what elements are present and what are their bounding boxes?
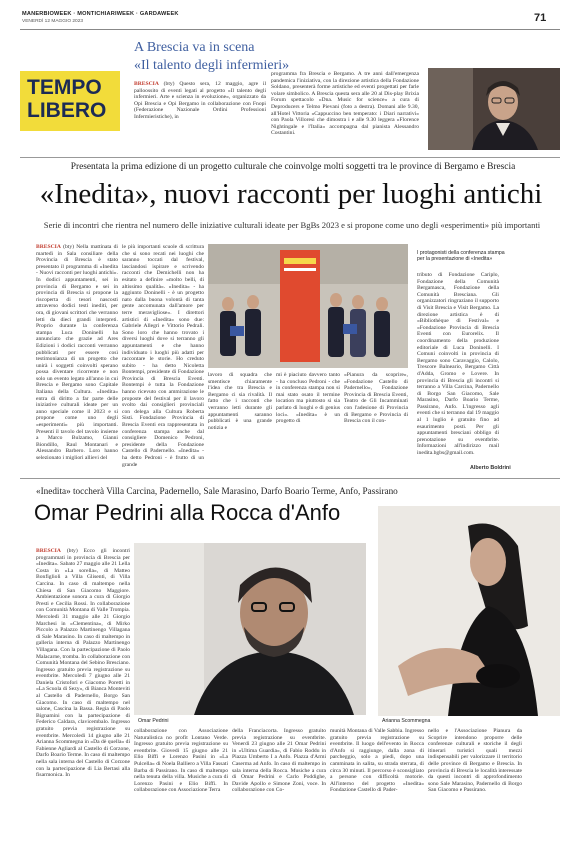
main-story-place: BRESCIA: [36, 244, 61, 250]
main-story-col6: tributo di Fondazione Cariplo, Fondazione della Comunità Bergamasca, Fondazione della Comunità Bresciana. Gli organizzatori ringraziano il supporto di Visit Brescia e Visit Bergamo. La direzione artistica è di «Bibliothèque di Festival» e «Fondazione Provincia di Brescia Eventi con Eurorelix. Il coordinamento della produzione editoriale di Luca Doninelli. I Comuni coinvolti in provincia di Bergamo sono Caravaggio, Calolo, Trescore Balneario, Bergamo Città d'Adda, Gromo e Lovere. In provincia di Brescia gli incontri si terranno a Villa Carcina, Padernello di Borgo San Giacomo, Sale Marasino, Darfo Boario Terme, Passirano, Anfo. L'ingresso agli eventi che si terranno dal 19 maggio al 1 luglio è gratuito fino ad esaurimento posti. Per gli appuntamenti bresciani obbligo di prenotazione su eventbrite. Informazioni all'indirizzo mail inedita.bgbs@gmail.com.: [417, 272, 499, 457]
second-story-col4: munità Montana di Valle Sabbia. Ingresso gratuito previa registrazione su eventbrite. Il luogo dell'evento in Rocca d'Anfo si raggiunge, dalla zona di parcheggio, solo a piedi, dopo una camminata in salita, su strada sterrata, di circa 30 minuti. Il percorso è sconsigliato a persone con difficoltà motorie. All'interno del progetto «Inedita» Fondazione Castello di Pader-: [330, 728, 424, 794]
section-title-line1: TEMPO: [27, 76, 102, 99]
main-story-col3: lavoro di squadra che smentisce chiaramente l'idea che tra Brescia e Bergamo ci sia rivalità. Il fatto che i racconti che verranno letti durante gli appuntamenti saranno pubblicati è una grande notizia e: [208, 372, 272, 431]
issue-date: VENERDÌ 12 MAGGIO 2023: [22, 19, 84, 24]
top-story-kicker: A Brescia va in scena: [134, 40, 255, 55]
mastheads: MANERBIOWEEK · MONTICHIARIWEEK · GARDAWEEK: [22, 11, 179, 17]
page-number: 71: [534, 12, 547, 24]
main-story-headline: «Inedita», nuovi racconti per luoghi antichi: [39, 178, 543, 210]
top-story-rule: [20, 157, 560, 158]
top-story-place: BRESCIA: [134, 81, 159, 87]
second-story-headline: Omar Pedrini alla Rocca d'Anfo: [34, 500, 341, 525]
top-story-body1: (bty) Questo sera, 12 maggio, agre il palloossito di eventi legati al progetto «Il talento degli infermieri. Arte e scienza in evoluzione», organizzato da Opi Brescia e Opi Bergamo in collaborazione con Fnopi (Federazione Nazionale Ordini Professioni Infermieristiche), in: [134, 81, 266, 120]
scommegna-illustration: [378, 506, 560, 716]
main-story-col2: le più importanti scuole di scrittura che si sono recati nei luoghi che saranno toccati dal festival, lasciandosi ispirare e scrivendo racconti che Demichelli non ha esitato a definire «molto belli, di altissimo qualità». «Inedita» - ha aggiunto Doninelli - è un progetto nato dalla buona volontà di tanta gente accomunata dall'amore per terre meravigliose». I direttori artistici di «Inedita» sono due: Gabriele Allegri e Vittorio Pedrali. Sono loro che hanno trovato i diversi luoghi dove si terranno gli appuntamenti e che hanno individuato i luoghi più adatti per raccontare le storie. Ho creduto subito - ha detto Nicoletta Bontempi, presidente di Fondazione Provincia di Brescia Eventi. Bontempi è tutta la Fondazione hanno ricevuto con ammirazione le proposte del festival per il lavoro svolto dai consiglieri provinciali con delega alla Cultura Roberta Sisti. Fondazione Provincia di Brescia Eventi era rappresentata in conferenza stampa anche dal consigliere Domenico Pedroni, presidente della Fondazione Castello di Padernello. «Inedita» - ha detto Pedroni - è frutto di un grande: [122, 244, 204, 468]
group-photo-conference: [208, 244, 408, 368]
second-story-col5: nello e l'Associazione Pianura da Scoprire intendono proporre delle conferenze culturali e storiche il degli itinerari turistici quali mezzi indispensabili per valorizzare il territorio delle province di Bergamo e Brescia. In provincia di Brescia le località interessate da questi incontri di approfondimento sono Sale Marasino, Padernello di Borgo San Giacomo e Passirano.: [428, 728, 522, 794]
portrait-photo-pievani: [428, 68, 560, 150]
main-story-byline: Alberto Boldrini: [470, 465, 511, 471]
second-story-col2: collaborazione con Associazione Naturalistica no profit Lontano Verde. Ingresso gratuito previa registrazione su eventbrite. Giovedì 15 giugno alle 21 Elio Biffi e Lorenzo Pasini in «La Pulcella» di Noela Balliero a Villa Fassati Barba di Passirano. In caso di maltempo nella tenuta della villa. Musiche a cura di Lorenzo Pasini e Elio Biffi. In collaborazione con Associazione Terra: [134, 728, 228, 794]
main-story-photo-caption: I protagonisti della conferenza stampa per la presentazione di «Inedita»: [417, 250, 505, 263]
main-story-col5: «Pianura da scoprire», «Fondazione Castello di Padernello», Fondazione Provincia di Brescia Eventi, Teatro de Gli Incamminati con l'adesione di Provincia di Bergamo e Provincia di Brescia con il con-: [344, 372, 408, 425]
main-story-col4: mi è piaciuto davvero tanto - ha concluso Pedroni - che in conferenza stampa non si mai stato osato il termine location ma piuttosto si sia parlato di luoghi e di genius loci». «Inedita» è un progetto di: [276, 372, 340, 425]
second-story-col3: della Franciacorta. Ingresso gratuito previa registrazione su eventbrite. Venerdì 23 giugno alle 21 Omar Pedrini in «Ultima Guardia», di Fabio Roddu in Piazza Umberto I a Anfo. Piazza d'Armi Caserma ad Anfo. In caso di maltempo in sala interna della Rocca. Musiche a cura di Omar Pedrini e Carlo Poddighe, Davide Apollo e Simone Zoni, voce. In collaborazione con Co-: [232, 728, 326, 794]
main-story-rule: [20, 478, 560, 479]
main-story-col1: [36, 244, 118, 472]
portrait-photo-scommegna: [378, 506, 560, 716]
second-story-body1: (bty) Ecco gli incontri programmati in provincia di Brescia per «Inedita». Sabato 27 maggio alle 21 Lella Costa in «La sorella», di Matteo Bonfiglioli a Villa Glisenti, di Villa Carcina. In caso di maltempo nella Chiesa di San Giacomo Maggiore. Ambientazione sonora a cura di Giorgio Presti e Cecilia Rossi. In collaborazione con Comunità Montana di Valle Trompia. Mercoledì 31 maggio alle 21 Giorgio Marchesi in «Clementina», di Mirko Piccolo a Palazzo Martinengo Villagana di Sale Marasino. In caso di maltempo in galleria interna di Palazzo Martinengo Villagana. Con la partecipazione di Paolo Malacarne, tromba. In collaborazione con Comunità Montana del Sebino Bresciano. Ingresso gratuito previa registrazione su eventbrite. Mercoledì 7 giugno alle 21 Daniela Cristofori e Giacomo Poretti in «La Scuola di Sezy», di Bianca Monteviti al Castello di Padernello, Borgo San Giacomo. In caso di maltempo nel salone, Cascina la Bassa. Regia di Paolo Bignamini con la partecipazione di Federico Caldara, clavicembalo. Ingresso gratuito previa registrazione su eventbrite. Mercoledì 14 giugno alle 21 Arianna Scommegna in «Da dè quella» di Fabienne Agliardi al Castello di Corzone, Darfo Boario Terme. In caso di maltempo nella sala interna del Castello di Corzone con la partecipazione di Lia Bertasi alla fisarmonica. In: [36, 548, 130, 779]
header-rule: [20, 29, 560, 30]
main-story-body1: (bty) Nella mattinata di martedì in Sala consiliare della Provincia di Brescia è stato presentato il programma di «Inedita - Nuovi racconti per luoghi antichi». In dodici appuntamenti, sei in provincia di Bergamo e sei in provincia di Brescia si propone la riscoperta di tesori nascosti attraverso dodici testi inediti, per ora, di giovani scrittori che verranno letti da dieci grandi interpreti. Proprio durante la conferenza stampa Luca Doninelli ha annunciato che grazie ad Ares Edizioni i dodici racconti verranno pubblicati per essere così testimonianza di un progetto che unirà i soggetti coinvolti sperano possa diventare ricorrente e non solo un evento legato all'anno in cui Brescia e Bergamo sono Capitale Italiana della Cultura. «Inedita» entra di diritto a far parte delle iniziative culturali ideate per un anno speciale come il 2023 e si propone come uno degli «esperimenti» più importanti. Presenti il tavolo del tavolo insieme a Marco Bulzamo, Gianni Biondillo, Raul Montanari e Alessandro Barbero. Loro hanno selezionato i migliori allievi del: [36, 244, 118, 461]
section-title-line2: LIBERO: [27, 99, 107, 122]
main-story-subheadline: Serie di incontri che rientra nel numero delle iniziative culturali ideate per BgBs 2023 e si propone come uno degli «esperimenti» più importanti: [43, 220, 541, 230]
second-story-col1: [36, 548, 130, 842]
conference-illustration: [208, 244, 408, 368]
portrait-photo-pedrini: [134, 543, 366, 715]
pedrini-illustration: [134, 543, 366, 715]
second-story-kicker: «Inedita» toccherà Villa Carcina, Padernello, Sale Marasino, Darfo Boario Terme, Anfo, Passirano: [36, 486, 398, 496]
second-story-place: BRESCIA: [36, 548, 61, 554]
scommegna-caption: Arianna Scommegna: [382, 718, 431, 724]
main-story-kicker: Presentata la prima edizione di un progetto culturale che coinvolge molti soggetti tra le province di Bergamo e Brescia: [70, 162, 516, 172]
top-story-title: «Il talento degli infermieri»: [134, 58, 290, 73]
top-story-col1: [134, 81, 266, 141]
top-story-col2: programma fra Brescia e Bergamo. A tre anni dall'emergenza pandemica l'iniziativa, con la direzione artistica della Fondazione Soldano, presenterà forme artistiche ed eventi progettati per farle volare simbolico. A Brescia questa sera alle 20 al Dis-play Brixia Forum spettacolo «Dna. Music for science» a cura di Deproducers e Telmo Pievani (foto a destra). Domani alle 9.30, all'Hotel Vittoria «Cappuccino ben temperato: i Diari narrativi» con Paola Villoresi che dimostra i e alle 9.30 leggera «Florence Nightingale e l'Italia» accompagna dal pianista Alessandro Costantini.: [271, 71, 419, 137]
portrait-illustration: [428, 68, 560, 150]
pedrini-caption: Omar Pedrini: [138, 718, 169, 724]
